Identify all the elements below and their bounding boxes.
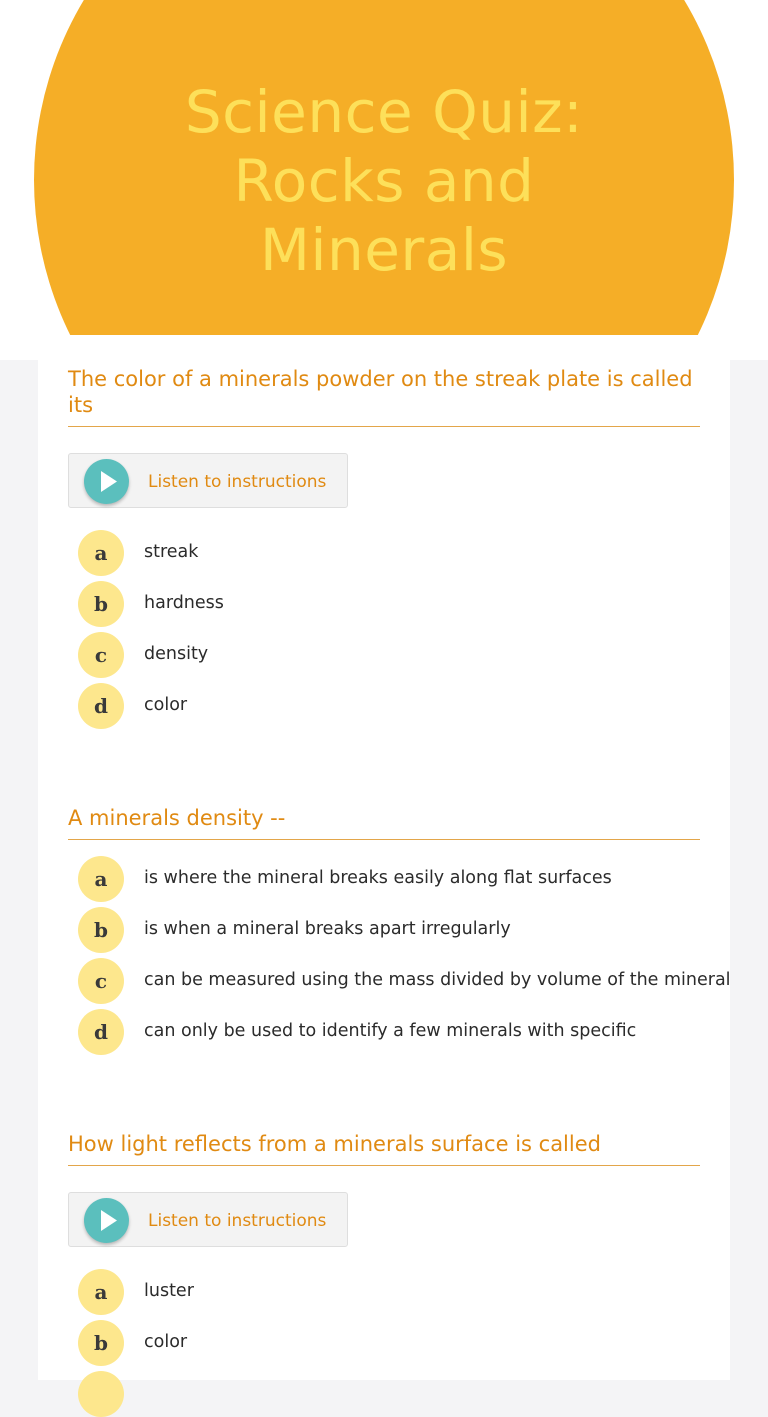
play-icon[interactable] [84, 1198, 129, 1243]
option-letter-badge[interactable]: d [78, 683, 124, 729]
option-letter-badge[interactable]: b [78, 581, 124, 627]
answer-option[interactable] [78, 581, 718, 627]
listen-label: Listen to instructions [148, 472, 327, 492]
answer-option[interactable] [78, 1269, 718, 1315]
question-title: The color of a minerals powder on the streak plate is called its [68, 366, 700, 427]
listen-button[interactable] [68, 1192, 348, 1247]
option-text[interactable]: hardness [144, 593, 224, 613]
question-title: How light reflects from a minerals surface is called [68, 1131, 700, 1166]
answer-option[interactable] [78, 683, 718, 729]
quiz-header [0, 0, 768, 360]
answer-option[interactable] [78, 1320, 718, 1366]
option-letter-badge[interactable]: a [78, 530, 124, 576]
option-letter-badge[interactable]: c [78, 958, 124, 1004]
quiz-title: Science Quiz: Rocks and Minerals [184, 78, 584, 284]
question-title: A minerals density -- [68, 805, 700, 840]
answer-option[interactable] [78, 632, 718, 678]
worksheet [38, 360, 730, 1380]
option-text[interactable]: color [144, 695, 188, 715]
question-1 [68, 366, 700, 718]
option-text[interactable]: color [144, 1332, 188, 1352]
option-text[interactable]: luster [144, 1281, 194, 1301]
header-bottom-edge [0, 335, 768, 360]
option-letter-badge[interactable]: a [78, 1269, 124, 1315]
answer-option[interactable] [78, 1371, 718, 1417]
answer-option[interactable] [78, 1009, 718, 1055]
answer-option[interactable] [78, 958, 731, 1004]
option-text[interactable]: is when a mineral breaks apart irregularly [144, 919, 511, 939]
listen-label: Listen to instructions [148, 1211, 327, 1231]
option-text[interactable]: density [144, 644, 209, 664]
answer-option[interactable] [78, 530, 718, 576]
answer-option[interactable] [78, 856, 718, 902]
option-letter-badge[interactable]: b [78, 907, 124, 953]
option-letter-badge[interactable] [78, 1371, 124, 1417]
play-icon[interactable] [84, 459, 129, 504]
option-letter-badge[interactable]: c [78, 632, 124, 678]
option-text[interactable]: can be measured using the mass divided by volume of the mineral [144, 970, 731, 990]
question-3 [68, 1131, 700, 1355]
option-letter-badge[interactable]: d [78, 1009, 124, 1055]
option-text[interactable]: streak [144, 542, 199, 562]
option-letter-badge[interactable]: b [78, 1320, 124, 1366]
question-2 [68, 805, 731, 1044]
option-text[interactable]: is where the mineral breaks easily along flat surfaces [144, 868, 612, 888]
listen-button[interactable] [68, 453, 348, 508]
answer-option[interactable] [78, 907, 718, 953]
option-letter-badge[interactable]: a [78, 856, 124, 902]
option-text[interactable]: can only be used to identify a few minerals with specific [144, 1021, 637, 1041]
